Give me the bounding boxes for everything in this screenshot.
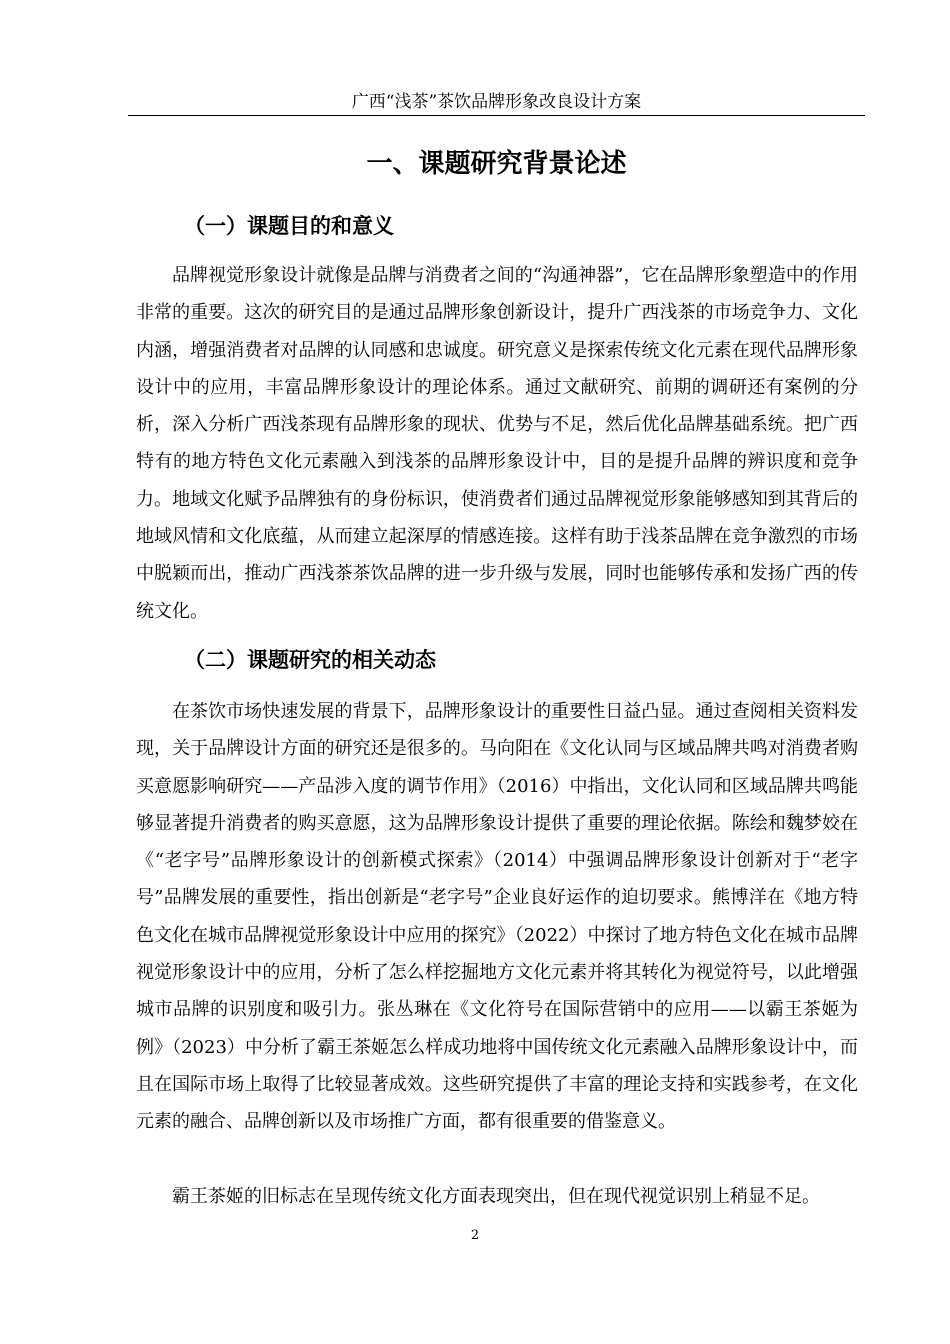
running-header: 广西“浅茶”茶饮品牌形象改良设计方案 bbox=[351, 92, 642, 112]
section-heading-1: （一）课题目的和意义 bbox=[184, 214, 394, 238]
header-divider bbox=[128, 115, 865, 116]
chapter-title: 一、课题研究背景论述 bbox=[366, 149, 627, 179]
page-number: 2 bbox=[470, 1228, 480, 1243]
section-heading-2: （二）课题研究的相关动态 bbox=[184, 648, 436, 672]
section-2-paragraph-2: 霸王茶姬的旧标志在呈现传统文化方面表现突出，但在现代视觉识别上稍显不足。 bbox=[172, 1186, 820, 1207]
section-2-paragraph-1: 在茶饮市场快速发展的背景下，品牌形象设计的重要性日益凸显。通过查阅相关资料发现，关于品牌设计方面的研究还是很多的。马向阳在《文化认同与区域品牌共鸣对消费者购买意愿影响研究——产品涉入度的调节作用》（2016）中指出，文化认同和区域品牌共鸣能够显著提升消费者的购买意愿，这为品牌形象设计提供了重要的理论依据。陈绘和魏梦姣在《“老字号”品牌形象设计的创新模式探索》（2014）中强调品牌形象设计创新对于“老字号”品牌发展的重要性，指出创新是“老字号”企业良好运作的迫切要求。熊博洋在《地方特色文化在城市品牌视觉形象设计中应用的探究》（2022）中探讨了地方特色文化在城市品牌视觉形象设计中的应用，分析了怎么样挖掘地方文化元素并将其转化为视觉符号，以此增强城市品牌的识别度和吸引力。张丛琳在《文化符号在国际营销中的应用——以霸王茶姬为例》（2023）中分析了霸王茶姬怎么样成功地将中国传统文化元素融入品牌形象设计中，而且在国际市场上取得了比较显著成效。这些研究提供了丰富的理论支持和实践参考，在文化元素的融合、品牌创新以及市场推广方面，都有很重要的借鉴意义。 bbox=[136, 701, 858, 1133]
section-1-paragraph: 品牌视觉形象设计就像是品牌与消费者之间的“沟通神器”，它在品牌形象塑造中的作用非常的重要。这次的研究目的是通过品牌形象创新设计，提升广西浅茶的市场竞争力、文化内涵，增强消费者对品牌的认同感和忠诚度。研究意义是探索传统文化元素在现代品牌形象设计中的应用，丰富品牌形象设计的理论体系。通过文献研究、前期的调研还有案例的分析，深入分析广西浅茶现有品牌形象的现状、优势与不足，然后优化品牌基础系统。把广西特有的地方特色文化元素融入到浅茶的品牌形象设计中，目的是提升品牌的辨识度和竞争力。地域文化赋予品牌独有的身份标识，使消费者们通过品牌视觉形象能够感知到其背后的地域风情和文化底蕴，从而建立起深厚的情感连接。这样有助于浅茶品牌在竞争激烈的市场中脱颖而出，推动广西浅茶茶饮品牌的进一步升级与发展，同时也能够传承和发扬广西的传统文化。 bbox=[136, 265, 858, 622]
